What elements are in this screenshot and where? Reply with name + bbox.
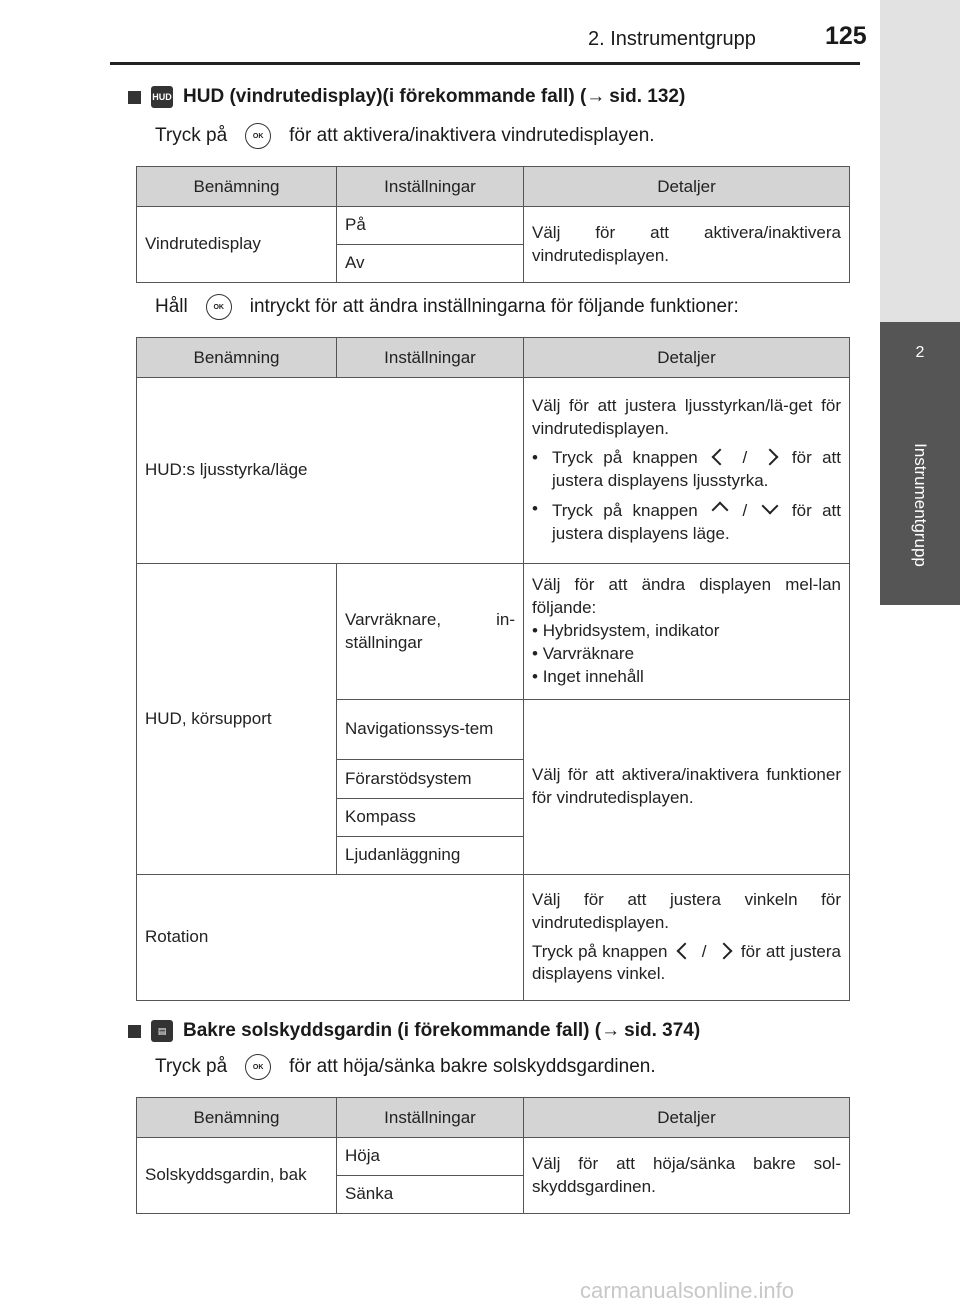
chevron-down-icon bbox=[761, 498, 778, 515]
column-header: Inställningar bbox=[337, 1098, 524, 1138]
page-reference: sid. 132) bbox=[609, 86, 686, 107]
instruction-line bbox=[155, 294, 739, 320]
table-cell-details: Välj för att aktivera/inaktivera funktioner för vindrutedisplayen. bbox=[524, 700, 850, 875]
instruction-text: Tryck på bbox=[155, 125, 228, 146]
column-header: Benämning bbox=[137, 1098, 337, 1138]
list-item: • Varvräknare bbox=[532, 643, 635, 663]
ok-button-icon: OK bbox=[245, 1054, 271, 1080]
table-cell-details: Välj för att aktivera/inaktivera vindrutedisplayen. bbox=[524, 207, 850, 283]
side-tab-background bbox=[880, 0, 960, 322]
instruction-text: intryckt för att ändra inställningarna för följande funktioner: bbox=[249, 296, 739, 317]
column-header: Detaljer bbox=[524, 338, 850, 378]
side-tab-number: 2 bbox=[915, 344, 925, 361]
table-cell-name: HUD, körsupport bbox=[137, 564, 337, 875]
header-divider bbox=[110, 62, 860, 65]
column-header: Detaljer bbox=[524, 167, 850, 207]
detail-text: Välj för att justera vinkeln för vindrutedisplayen. bbox=[532, 889, 841, 932]
page-reference: sid. 374) bbox=[624, 1020, 701, 1041]
detail-text: Tryck på knappen bbox=[552, 447, 698, 467]
instruction-text: för att aktivera/inaktivera vindrutedisplayen. bbox=[289, 125, 655, 146]
instruction-line bbox=[155, 1054, 656, 1080]
list-item: • Tryck på knappen / för att justera displayens läge. bbox=[532, 499, 842, 544]
arrow-right-icon: → bbox=[601, 1020, 621, 1041]
column-header: Benämning bbox=[137, 167, 337, 207]
separator: / bbox=[742, 447, 748, 467]
watermark: carmanualsonline.info bbox=[580, 1278, 795, 1303]
table-cell-setting: Varvräknare, in-ställningar bbox=[337, 564, 524, 700]
settings-table-hud bbox=[136, 166, 850, 283]
instruction-text: för att höja/sänka bakre solskyddsgardinen. bbox=[289, 1056, 656, 1077]
table-cell-setting: Navigationssys-tem bbox=[337, 700, 524, 760]
chevron-left-icon bbox=[676, 942, 693, 959]
table-cell-name: Vindrutedisplay bbox=[137, 207, 337, 283]
separator: / bbox=[742, 501, 748, 521]
chevron-right-icon bbox=[761, 448, 778, 465]
settings-table-sunshade bbox=[136, 1097, 850, 1214]
heading-text: Bakre solskyddsgardin (i förekommande fall) ( bbox=[183, 1020, 602, 1041]
table-cell-setting: På bbox=[337, 207, 524, 245]
table-cell-setting: Sänka bbox=[337, 1176, 524, 1214]
table-cell-name: Solskyddsgardin, bak bbox=[137, 1138, 337, 1214]
hud-icon: HUD bbox=[151, 86, 173, 108]
table-cell-setting: Höja bbox=[337, 1138, 524, 1176]
instruction-line bbox=[155, 123, 655, 149]
arrow-right-icon: → bbox=[586, 86, 606, 107]
detail-text: för att justera displayens ljusstyrka. bbox=[552, 447, 842, 490]
detail-text: Tryck på knappen bbox=[532, 941, 668, 961]
table-cell-details bbox=[524, 564, 850, 700]
list-item: • Tryck på knappen / för att justera displayens ljusstyrka. bbox=[532, 447, 842, 490]
section-heading-sunshade bbox=[128, 1020, 700, 1042]
table-cell-name: Rotation bbox=[137, 875, 524, 1001]
page-number: 125 bbox=[825, 22, 867, 50]
column-header: Benämning bbox=[137, 338, 337, 378]
chevron-left-icon bbox=[712, 448, 729, 465]
table-cell-details: Välj för att höja/sänka bakre sol-skyddsgardinen. bbox=[524, 1138, 850, 1214]
column-header: Detaljer bbox=[524, 1098, 850, 1138]
detail-text: för att justera displayens vinkel. bbox=[532, 941, 842, 984]
table-cell-details bbox=[524, 378, 850, 564]
section-heading-hud bbox=[128, 86, 685, 108]
section-title: 2. Instrumentgrupp bbox=[588, 28, 756, 50]
list-item: • Hybridsystem, indikator bbox=[532, 621, 720, 641]
sunshade-icon: ▤ bbox=[151, 1020, 173, 1042]
heading-text: HUD (vindrutedisplay)(i förekommande fall) ( bbox=[183, 86, 587, 107]
table-cell-setting: Ljudanläggning bbox=[337, 837, 524, 875]
ok-button-icon: OK bbox=[206, 294, 232, 320]
square-bullet-icon bbox=[128, 91, 141, 104]
table-cell-details bbox=[524, 875, 850, 1001]
column-header: Inställningar bbox=[337, 338, 524, 378]
list-item: • Inget innehåll bbox=[532, 666, 644, 686]
table-cell-setting: Av bbox=[337, 245, 524, 283]
square-bullet-icon bbox=[128, 1025, 141, 1038]
settings-table-functions bbox=[136, 337, 850, 1001]
table-cell-setting: Förarstödsystem bbox=[337, 760, 524, 799]
separator: / bbox=[701, 941, 707, 961]
column-header: Inställningar bbox=[337, 167, 524, 207]
ok-button-icon: OK bbox=[245, 123, 271, 149]
detail-text: Välj för att ändra displayen mel-lan följande: bbox=[532, 575, 841, 618]
detail-text: Tryck på knappen bbox=[552, 501, 698, 521]
side-tab-label: Instrumentgrupp bbox=[911, 443, 930, 567]
chevron-right-icon bbox=[715, 942, 732, 959]
detail-text: Välj för att justera ljusstyrkan/lä-get för vindrutedisplayen. bbox=[532, 395, 841, 438]
instruction-text: Tryck på bbox=[155, 1056, 228, 1077]
chevron-up-icon bbox=[712, 502, 729, 519]
detail-text: för att justera displayens läge. bbox=[552, 501, 842, 544]
table-cell-setting: Kompass bbox=[337, 799, 524, 837]
instruction-text: Håll bbox=[155, 296, 188, 317]
table-cell-name: HUD:s ljusstyrka/läge bbox=[137, 378, 524, 564]
